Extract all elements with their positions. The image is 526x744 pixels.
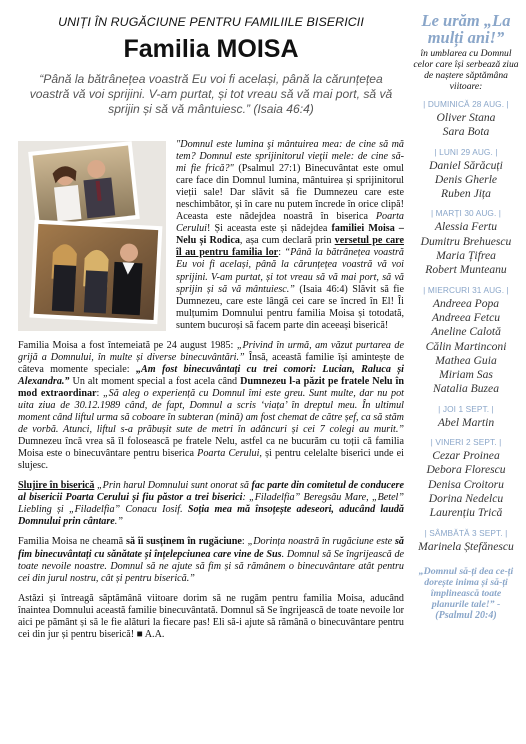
divider: |: [504, 99, 509, 109]
text-segment: Un alt moment special a fost acela când: [69, 375, 241, 387]
text-segment: :: [241, 536, 248, 548]
article-paragraph-3: [18, 480, 404, 528]
day-label: [412, 404, 520, 414]
day-label-text: MIERCURI 31 AUG.: [427, 284, 505, 295]
article-paragraph-2: [18, 340, 404, 473]
day-label-text: LUNI 29 AUG.: [439, 146, 493, 157]
birthday-day: [412, 208, 520, 277]
text-segment: Dumnezeu l-a păzit pe fratele Nelu în mod extraordinar: [18, 375, 404, 399]
text-segment: “Până la bătrânețea voastră Eu voi fi același, până la cărunțețea voastră vă voi sprijini. V-am purtat, și tot vreau să vă mai port, să vă sprijin și să vă mântuiesc.”: [176, 247, 404, 295]
text-segment: „Prin harul Domnului sunt onorat să: [97, 480, 252, 492]
divider: |: [424, 527, 430, 538]
birthday-name: Dorina Nedelcu: [428, 491, 504, 505]
day-label: [412, 437, 520, 447]
birthday-name: Daniel Sărăcuți: [429, 158, 503, 172]
text-segment: Poarta Cerului,: [197, 448, 262, 460]
birthday-day: [412, 147, 520, 202]
article-column: [18, 14, 404, 649]
text-segment: :: [96, 387, 104, 399]
divider: |: [489, 403, 494, 414]
text-segment: să îi susținem în rugăciune: [126, 536, 242, 548]
birthday-name: Miriam Sas: [439, 368, 493, 382]
family-photo-icon: [18, 141, 166, 331]
text-segment: .”: [114, 516, 123, 528]
text-segment: (Isaia 46:4) Slăvit să fie Dumnezeu, care este lângă cei care se încred în El! Îi mulțumim Domnului pentru familia Moisa și totodată, suntem bucuroși să facem parte din aceeași biserică!: [176, 283, 404, 331]
birthday-day: [412, 285, 520, 397]
birthday-name: Călin Martinconi: [425, 339, 507, 353]
text-segment: Poarta Cerului: [176, 211, 404, 235]
birthday-name: Denisa Croitoru: [428, 477, 504, 491]
divider: |: [423, 99, 428, 109]
birthday-name: Marinela Ștefănescu: [418, 539, 514, 553]
birthday-name: Aneline Calotă: [431, 325, 501, 339]
birthday-name: Andreea Popa: [432, 296, 500, 310]
birthday-sidebar: [412, 12, 520, 621]
birthday-name: Natalia Buzea: [432, 382, 500, 396]
birthday-name: Alessia Fertu: [434, 220, 498, 234]
birthday-name: Dumitru Brehuescu: [420, 234, 512, 248]
article-body: [18, 139, 404, 641]
day-label-text: VINERI 2 SEPT.: [435, 437, 497, 448]
text-segment: familiei Moisa – Nelu și Rodica: [176, 223, 404, 247]
text-segment: Soția mea mă însoțește adeseori, aducând laudă Domnului prin cântare: [18, 504, 404, 528]
text-segment: și pentru celelalte biserici unde ei slujesc.: [18, 448, 404, 472]
birthday-list: [412, 99, 520, 554]
divider: |: [502, 527, 508, 538]
closing-quote-text: „Domnul să-ți dea ce-ți dorește inima și să-ți împlinească toate planurile tale!” -: [418, 565, 514, 610]
header-verse: “Până la bătrânețea voastră Eu voi fi același, până la cărunțețea voastră vă voi sprijini. V-am purtat, și tot vreau să vă mai port, să vă sprijin și să vă mântuiesc.” (Isaia 46:4): [29, 72, 393, 116]
birthday-name: Robert Munteanu: [425, 263, 507, 277]
text-segment: , așa cum declară prin: [239, 235, 335, 247]
text-segment: (Psalmul 27:1) Binecuvântat este omul care face din Domnul lumina, mântuirea și sprijinitorul vieții sale! Dar slăvit să fie Dumnezeu care este neschimbător, și în care nu putem încrede în orice clipă! Aceasta este nădejdea noastră în biserica: [176, 163, 404, 223]
divider: |: [430, 437, 436, 448]
divider: |: [496, 437, 502, 448]
day-label: [412, 147, 520, 157]
day-label-text: MARȚI 30 AUG.: [435, 208, 497, 219]
birthday-name: Debora Florescu: [426, 463, 506, 477]
divider: |: [434, 146, 440, 157]
day-label-text: DUMINICĂ 28 AUG.: [427, 99, 505, 109]
text-segment: Dumnezeu încă vrea să îl folosească pe fratele Nelu, astfel ca ne bucurăm cu toții că familia Moisa este o binecuvântare pentru biserica: [18, 436, 404, 460]
birthday-name: Ruben Jița: [441, 187, 491, 201]
day-label-text: SÂMBĂTĂ 3 SEPT.: [429, 527, 503, 538]
day-label: [412, 528, 520, 538]
birthday-name: Denis Gherle: [434, 172, 498, 186]
day-label-text: JOI 1 SEPT.: [442, 403, 490, 414]
birthday-name: Cezar Proinea: [432, 449, 500, 463]
birthday-name: Sara Bota: [442, 125, 490, 139]
birthday-day: [412, 99, 520, 140]
text-segment: să fim binecuvântați cu sănătate și înțelepciunea care vine de Sus: [18, 536, 404, 560]
day-label: [412, 99, 520, 109]
article-paragraph-5: [18, 593, 404, 641]
text-segment: Familia Moisa a fost întemeiată pe 24 august 1985:: [18, 339, 237, 351]
divider: |: [496, 208, 502, 219]
article-paragraph-4: [18, 536, 404, 584]
birthday-day: [412, 437, 520, 520]
text-segment: fac parte din comitetul de conducere al bisericii Poarta Cerului și fiu păstor a trei biserici: [18, 480, 404, 504]
text-segment: "Domnul este lumina şi mântuirea mea: de cine să mă tem? Domnul este sprijinitorul vieţii mele: de cine să-mi fie frică?": [176, 139, 404, 175]
divider: |: [430, 208, 436, 219]
birthday-name: Maria Țifrea: [436, 249, 496, 263]
closing-quote-ref: (Psalmul 20:4): [435, 609, 497, 621]
text-segment: Slujire în biserică: [18, 480, 95, 492]
birthday-name: Laurențiu Trică: [429, 506, 503, 520]
text-segment: versetul pe care îl au pentru familia lor: [176, 235, 404, 259]
text-segment: : „Filadelfia” Beregsău Mare, „Betel” Liebling și „Filadelfia” Conacu Iosif.: [18, 492, 405, 516]
text-segment: . Domnul să Se îngrijească de toate nevoile noastre. Domnul să ne ajute să fim și să rămânem o binecuvântare atât pentru cei din jurul nostru, cât și pentru biserică.”: [18, 548, 404, 584]
sidebar-title: Le urăm „La mulți ani!”: [421, 11, 511, 47]
text-segment: „Am fost binecuvântați cu trei comori: Lucian, Raluca și Alexandra.”: [18, 363, 404, 387]
sidebar-closing-quote: [412, 566, 520, 621]
text-segment: Însă, această familie își amintește de câteva momente speciale:: [18, 351, 404, 375]
birthday-name: Andreea Fetcu: [431, 310, 501, 324]
birthday-name: Abel Martin: [437, 415, 495, 429]
text-segment: „Să aleg o experiență cu Domnul îmi este greu. Sunt multe, dar nu pot uita ziua de 30.12.1989 când, de fapt, Domnul a scris ‘viața’ în dreptul meu. În ultimul moment când liftul urma să coboare în subteran (mină) am fost chemat de către șef, ca să stăm de vorbă. Atunci, liftul s-a prăbușit sute de metri în adâncuri și cei 7 colegi au murit.”: [18, 387, 404, 436]
text-segment: :: [278, 247, 285, 259]
sidebar-subtitle: în umblarea cu Domnul celor care își serbează ziua de naștere săptămâna viitoare:: [413, 48, 519, 92]
text-segment: „Dorința noastră în rugăciune este: [247, 536, 395, 548]
divider: |: [438, 403, 443, 414]
birthday-name: Oliver Stana: [436, 111, 496, 124]
page-title: Familia MOISA: [123, 35, 299, 63]
text-segment: ! Și aceasta este și nădejdea: [206, 223, 332, 235]
family-photo: [18, 141, 166, 331]
text-segment: „Privind în urmă, am văzut purtarea de grijă a Domnului, în multe și diverse binecuvântări.”: [18, 339, 404, 363]
text-segment: Familia Moisa ne cheamă: [18, 536, 126, 548]
birthday-day: [412, 404, 520, 430]
day-label: [412, 208, 520, 218]
divider: |: [492, 146, 498, 157]
day-label: [412, 285, 520, 295]
section-kicker: UNIȚI ÎN RUGĂCIUNE PENTRU FAMILIILE BISERICII: [58, 15, 364, 29]
divider: |: [504, 284, 509, 295]
divider: |: [423, 284, 428, 295]
birthday-name: Mathea Guia: [435, 353, 497, 367]
birthday-day: [412, 528, 520, 554]
text-segment: Astăzi și întreagă săptămână viitoare dorim să ne rugăm pentru familia Moisa, aducând înaintea Domnului această familie binecuvântată. Domnul să Se îngrijească de toate nevoile lor aici pe pământ și să le fie alături la fiecare pas! Eli să-i ajute să rămână o binecuvântare pentru cei din jur și pentru biserică! ■ A.A.: [18, 592, 405, 640]
